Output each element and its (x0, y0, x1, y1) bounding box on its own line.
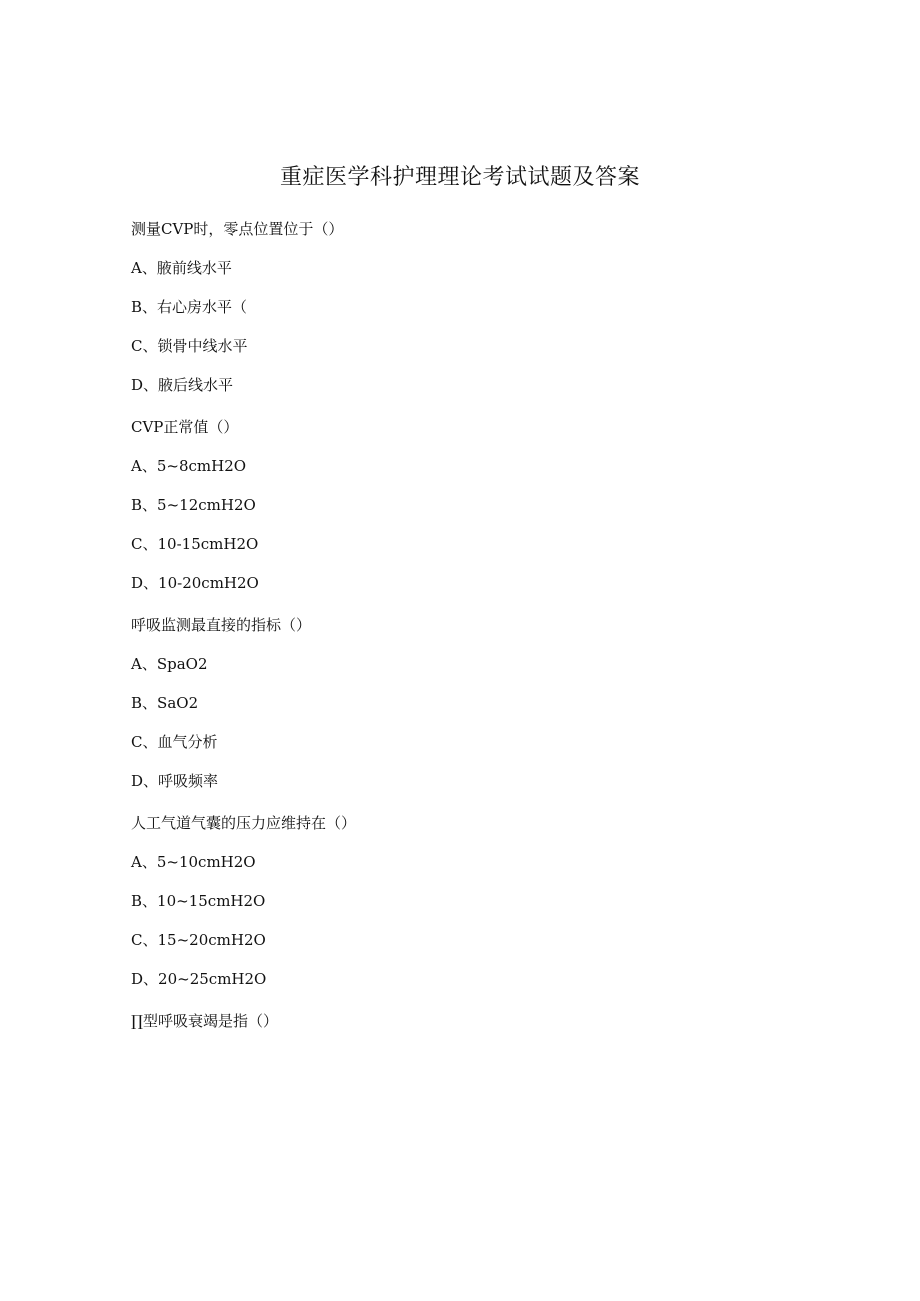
question-stem: ∏型呼吸衰竭是指（） (131, 1012, 278, 1030)
option-d (131, 969, 831, 989)
option-separator: 、 (142, 535, 158, 553)
option-c (131, 336, 831, 356)
option-text: 10-15cmH2O (157, 535, 259, 553)
option-text: 锁骨中线水平 (157, 337, 248, 355)
option-separator: 、 (141, 655, 157, 673)
option-separator: 、 (142, 496, 158, 514)
option-letter: D (131, 970, 144, 988)
option-separator: 、 (142, 892, 158, 910)
option-text: SpaO2 (156, 655, 208, 673)
option-letter: C (131, 733, 143, 751)
option-letter: C (131, 337, 143, 355)
option-letter: A (131, 655, 142, 673)
document-title: 重症医学科护理理论考试试题及答案 (279, 165, 640, 190)
option-a (131, 456, 831, 476)
option-letter: B (131, 496, 143, 514)
option-d (131, 573, 831, 593)
option-separator: 、 (141, 853, 157, 871)
option-text: 15~20cmH2O (157, 931, 266, 949)
option-d (131, 771, 831, 791)
option-letter: B (131, 892, 143, 910)
option-letter: D (131, 772, 144, 790)
question-5 (131, 1011, 831, 1031)
option-text: 5~8cmH2O (156, 457, 247, 475)
option-separator: 、 (143, 970, 159, 988)
option-a (131, 258, 831, 278)
question-3 (131, 615, 831, 791)
option-text: 20~25cmH2O (158, 970, 267, 988)
option-text: SaO2 (157, 694, 199, 712)
option-d (131, 375, 831, 395)
option-c (131, 732, 831, 752)
question-stem: 呼吸监测最直接的指标（） (131, 616, 312, 634)
question-1 (131, 219, 831, 395)
option-separator: 、 (141, 259, 157, 277)
option-separator: 、 (142, 337, 158, 355)
option-b (131, 693, 831, 713)
option-text: 5~12cmH2O (157, 496, 256, 514)
option-separator: 、 (143, 772, 159, 790)
option-letter: D (131, 376, 144, 394)
option-letter: C (131, 931, 143, 949)
question-list (131, 219, 831, 1053)
option-letter: C (131, 535, 143, 553)
option-separator: 、 (142, 694, 158, 712)
option-text: 腋后线水平 (158, 376, 234, 394)
option-separator: 、 (142, 931, 158, 949)
option-separator: 、 (142, 733, 158, 751)
option-a (131, 852, 831, 872)
option-text: 10-20cmH2O (158, 574, 259, 592)
question-2 (131, 417, 831, 593)
option-separator: 、 (143, 376, 159, 394)
option-separator: 、 (143, 574, 159, 592)
option-text: 血气分析 (157, 733, 218, 751)
option-letter: A (131, 853, 142, 871)
option-separator: 、 (141, 457, 157, 475)
option-text: 10~15cmH2O (157, 892, 266, 910)
option-b (131, 891, 831, 911)
option-letter: B (131, 298, 143, 316)
option-text: 呼吸频率 (158, 772, 219, 790)
option-c (131, 534, 831, 554)
option-letter: D (131, 574, 144, 592)
option-letter: A (131, 259, 142, 277)
option-a (131, 654, 831, 674)
option-c (131, 930, 831, 950)
question-stem: 测量CVP时，零点位置位于（） (131, 220, 344, 238)
option-text: 右心房水平（ (157, 298, 248, 316)
question-stem: CVP正常值（） (131, 418, 239, 436)
option-separator: 、 (142, 298, 158, 316)
option-b (131, 495, 831, 515)
option-b (131, 297, 831, 317)
option-letter: B (131, 694, 143, 712)
question-4 (131, 813, 831, 989)
option-letter: A (131, 457, 142, 475)
option-text: 腋前线水平 (156, 259, 232, 277)
question-stem: 人工气道气囊的压力应维持在（） (131, 814, 357, 832)
option-text: 5~10cmH2O (156, 853, 256, 871)
